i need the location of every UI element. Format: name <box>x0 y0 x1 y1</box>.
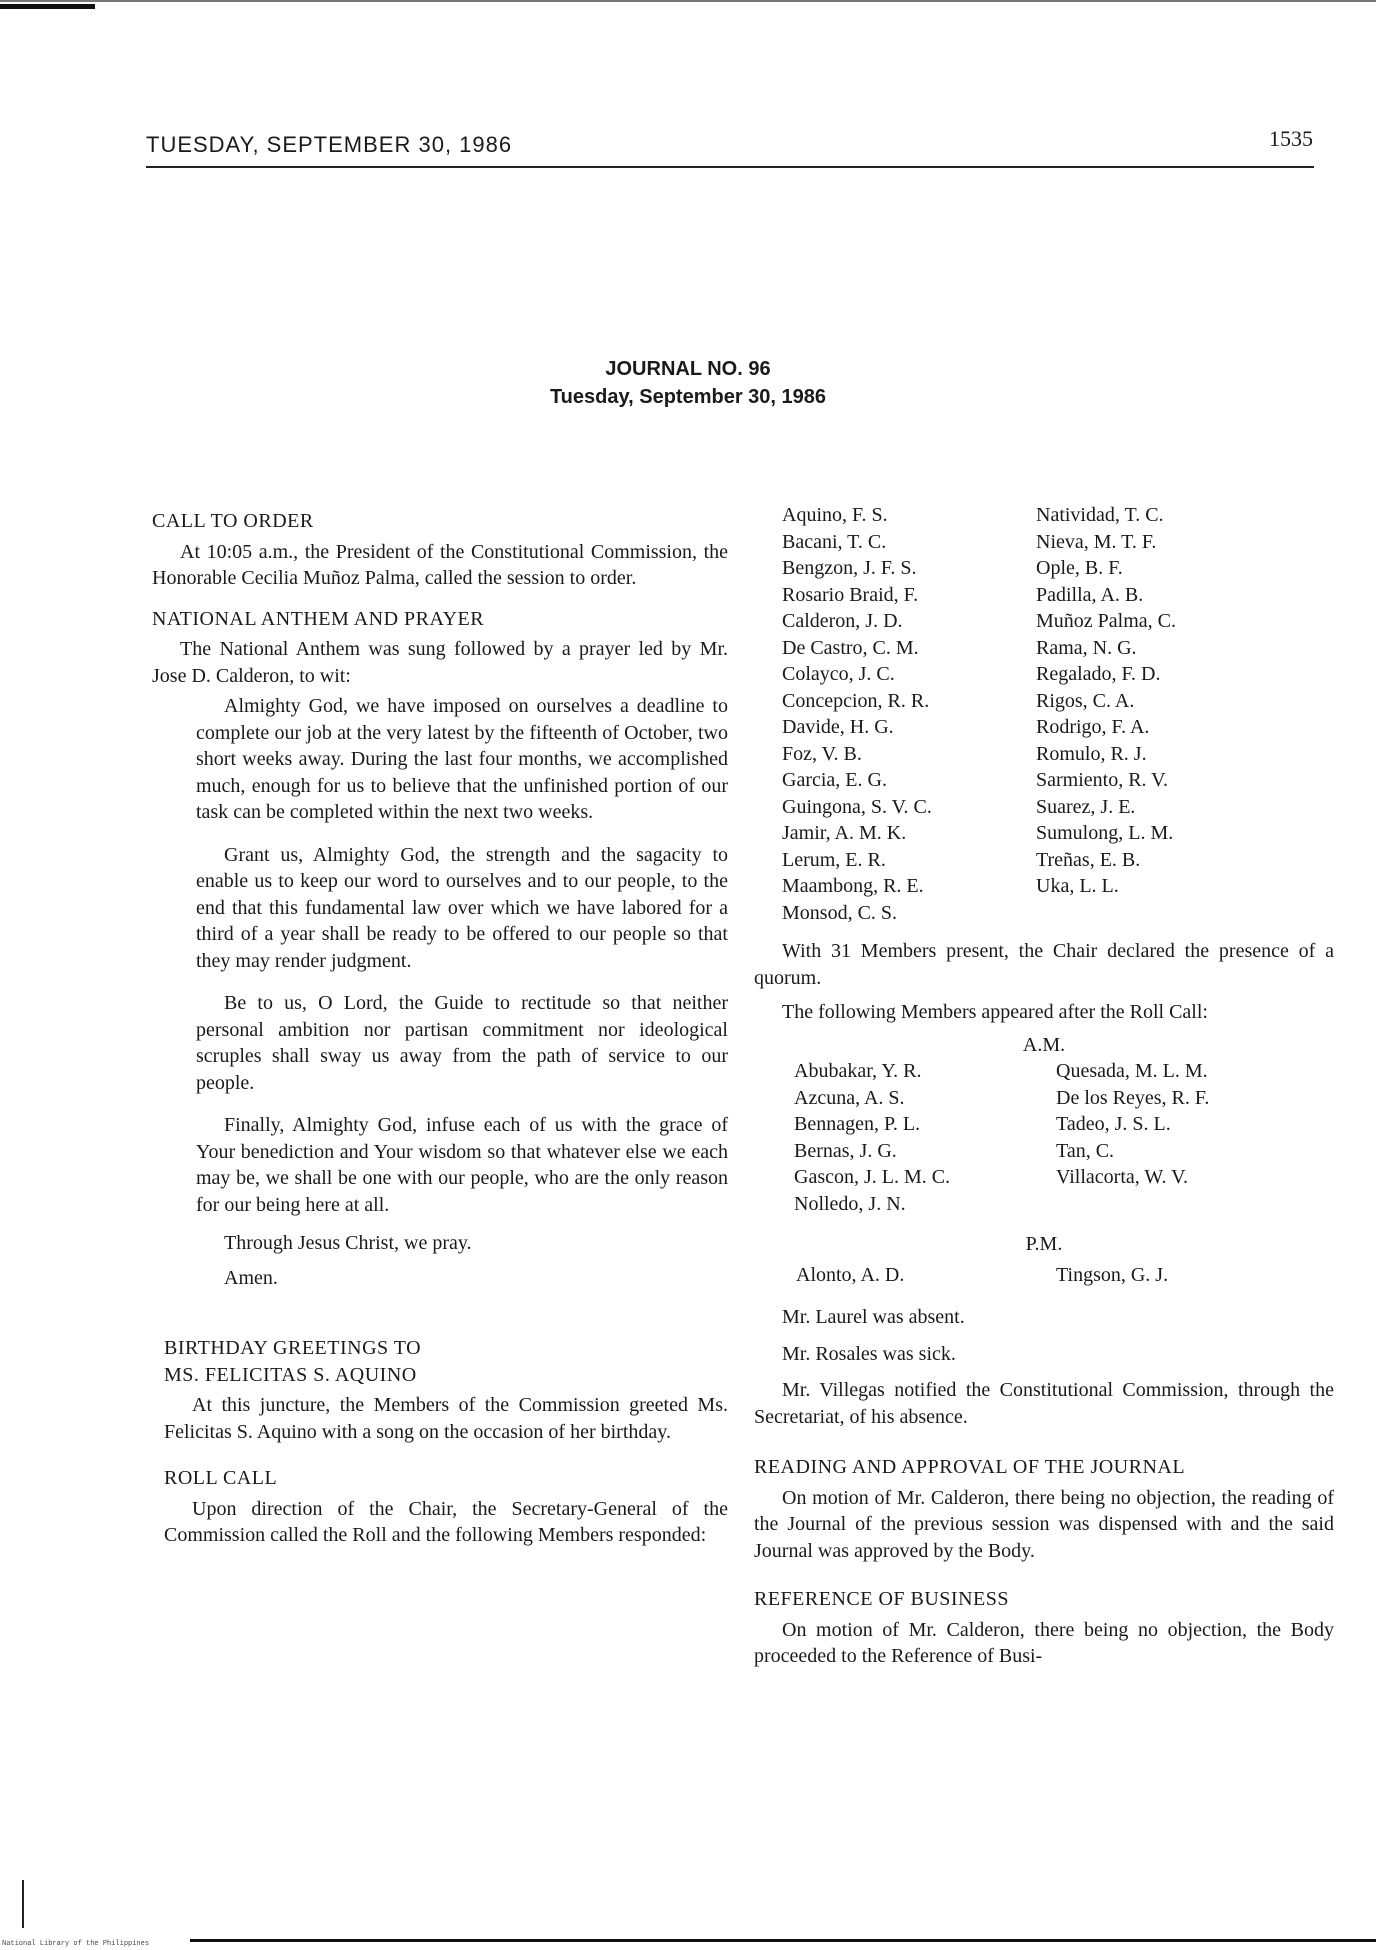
anthem-heading: NATIONAL ANTHEM AND PRAYER <box>152 607 485 630</box>
roll-call-text: Upon direction of the Chair, the Secretary-General of the Commission called the Roll and the following Members responded: <box>164 1497 728 1546</box>
member-name: Bernas, J. G. <box>794 1139 897 1162</box>
prayer-paragraph: Grant us, Almighty God, the strength and the sagacity to enable us to keep our word to ourselves and to our people, to the end that this fundamental law over which we have labored for a third of a year shall be ready to be offered to our people so that they may render judgment. <box>196 843 728 972</box>
member-name: Abubakar, Y. R. <box>794 1060 922 1082</box>
member-name: Nolledo, J. N. <box>794 1192 906 1215</box>
call-to-order-text: At 10:05 a.m., the President of the Constitutional Commission, the Honorable Cecilia Muñoz Palma, called the session to order. <box>152 540 728 589</box>
reading-heading: READING AND APPROVAL OF THE JOURNAL <box>754 1456 1186 1478</box>
member-name: Quesada, M. L. M. <box>1056 1060 1208 1082</box>
member-name: Sumulong, L. M. <box>1036 822 1174 844</box>
am-members-list <box>794 1058 1334 1217</box>
member-name: Jamir, A. M. K. <box>782 822 907 844</box>
birthday-heading-line2: MS. FELICITAS S. AQUINO <box>164 1363 417 1386</box>
member-name: Ople, B. F. <box>1036 557 1123 579</box>
pm-list-col1 <box>796 1262 1056 1289</box>
member-name: Tadeo, J. S. L. <box>1056 1113 1171 1135</box>
member-name: Bengzon, J. F. S. <box>782 557 917 579</box>
birthday-heading <box>164 1335 728 1388</box>
running-header-date: TUESDAY, SEPTEMBER 30, 1986 <box>146 132 513 157</box>
member-name: Calderon, J. D. <box>782 610 903 632</box>
reference-heading: REFERENCE OF BUSINESS <box>754 1588 1009 1610</box>
prayer-paragraph: Finally, Almighty God, infuse each of us with the grace of Your benediction and Your wisdom so that whatever else we each may be, we shall be one with our people, who are the only reason for our being here at all. <box>196 1114 728 1216</box>
top-edge-rule <box>0 0 1376 2</box>
member-name: Rama, N. G. <box>1036 636 1137 659</box>
birthday-text: At this juncture, the Members of the Commission greeted Ms. Felicitas S. Aquino with a song on the occasion of her birthday. <box>164 1394 728 1443</box>
member-name: Gascon, J. L. M. C. <box>794 1166 951 1188</box>
members-present-list <box>782 502 1334 926</box>
member-name: Bacani, T. C. <box>782 530 887 553</box>
member-name: Monsod, C. S. <box>782 901 898 924</box>
am-list-col1 <box>794 1058 1056 1217</box>
member-name: Azcuna, A. S. <box>794 1086 905 1109</box>
left-column <box>152 508 728 1549</box>
member-name: Alonto, A. D. <box>796 1263 905 1286</box>
member-name: Padilla, A. B. <box>1036 583 1144 606</box>
call-to-order-heading: CALL TO ORDER <box>152 510 314 532</box>
member-name: Nieva, M. T. F. <box>1036 530 1157 553</box>
page-number: 1535 <box>1269 126 1313 151</box>
prayer-block <box>196 693 728 1291</box>
member-name: Rigos, C. A. <box>1036 689 1135 712</box>
footer-rule <box>190 1939 1376 1942</box>
journal-date: Tuesday, September 30, 1986 <box>549 386 827 408</box>
member-name: Aquino, F. S. <box>782 504 888 526</box>
journal-heading <box>0 355 1376 411</box>
member-name: Treñas, E. B. <box>1036 848 1141 871</box>
member-name: Suarez, J. E. <box>1036 795 1136 818</box>
reference-text: On motion of Mr. Calderon, there being no objection, the Body proceeded to the Reference of Busi- <box>754 1618 1334 1667</box>
scan-footer <box>0 1924 1376 1950</box>
absent-text: Mr. Laurel was absent. <box>782 1306 965 1328</box>
member-name: Davide, H. G. <box>782 716 894 738</box>
member-name: Romulo, R. J. <box>1036 742 1147 765</box>
header-rule <box>146 166 1314 168</box>
am-list-col2 <box>1056 1058 1316 1217</box>
quorum-text: With 31 Members present, the Chair declared the presence of a quorum. <box>754 940 1334 989</box>
member-name: Colayco, J. C. <box>782 663 895 685</box>
member-name: Tan, C. <box>1056 1139 1115 1162</box>
member-name: Garcia, E. G. <box>782 769 887 791</box>
anthem-intro: The National Anthem was sung followed by a prayer led by Mr. Jose D. Calderon, to wit: <box>152 638 728 687</box>
top-edge-mark <box>0 4 95 9</box>
member-name: Tingson, G. J. <box>1056 1263 1169 1286</box>
after-roll-text: The following Members appeared after the Roll Call: <box>782 1001 1208 1023</box>
sick-text: Mr. Rosales was sick. <box>782 1342 956 1365</box>
member-name: Guingona, S. V. C. <box>782 795 932 818</box>
pm-list-col2 <box>1056 1262 1316 1289</box>
journal-title: JOURNAL NO. 96 <box>605 358 771 380</box>
prayer-closing: Through Jesus Christ, we pray. <box>224 1232 472 1254</box>
member-name: Uka, L. L. <box>1036 875 1119 897</box>
birthday-heading-line1: BIRTHDAY GREETINGS TO <box>164 1337 422 1359</box>
member-name: Bennagen, P. L. <box>794 1113 921 1135</box>
member-name: Muñoz Palma, C. <box>1036 610 1176 632</box>
member-name: Concepcion, R. R. <box>782 689 930 712</box>
member-name: Villacorta, W. V. <box>1056 1166 1188 1188</box>
scan-margin-line <box>22 1880 24 1928</box>
member-name: De Castro, C. M. <box>782 636 919 659</box>
member-name: Sarmiento, R. V. <box>1036 769 1169 791</box>
villegas-text: Mr. Villegas notified the Constitutional Commission, through the Secretariat, of his absence. <box>754 1379 1334 1428</box>
roll-call-heading: ROLL CALL <box>164 1467 278 1489</box>
member-name: Lerum, E. R. <box>782 848 886 871</box>
member-name: Rodrigo, F. A. <box>1036 716 1150 738</box>
member-list-col1 <box>782 502 1036 926</box>
member-name: Rosario Braid, F. <box>782 583 919 606</box>
pm-members-list <box>796 1262 1334 1289</box>
am-label: A.M. <box>1022 1033 1066 1056</box>
right-column <box>754 502 1334 1670</box>
member-name: De los Reyes, R. F. <box>1056 1086 1210 1109</box>
member-name: Natividad, T. C. <box>1036 504 1164 526</box>
member-name: Maambong, R. E. <box>782 875 924 897</box>
prayer-amen: Amen. <box>224 1266 278 1289</box>
scan-footer-text: National Library of the Philippines <box>2 1940 150 1948</box>
reading-text: On motion of Mr. Calderon, there being no objection, the reading of the Journal of the previous session was dispensed with and the said Journal was approved by the Body. <box>754 1486 1334 1562</box>
pm-label: P.M. <box>1025 1233 1063 1255</box>
prayer-paragraph: Be to us, O Lord, the Guide to rectitude so that neither personal ambition nor partisan commitment nor ideological scruples shall sway us away from the path of service to our people. <box>196 992 728 1094</box>
member-list-col2 <box>1036 502 1296 926</box>
prayer-paragraph: Almighty God, we have imposed on ourselves a deadline to complete our job at the very latest by the fifteenth of October, two short weeks away. During the last four months, we accomplished much, enough for us to believe that the unfinished portion of our task can be completed within the next two weeks. <box>196 695 728 823</box>
member-name: Foz, V. B. <box>782 742 862 765</box>
member-name: Regalado, F. D. <box>1036 663 1161 685</box>
